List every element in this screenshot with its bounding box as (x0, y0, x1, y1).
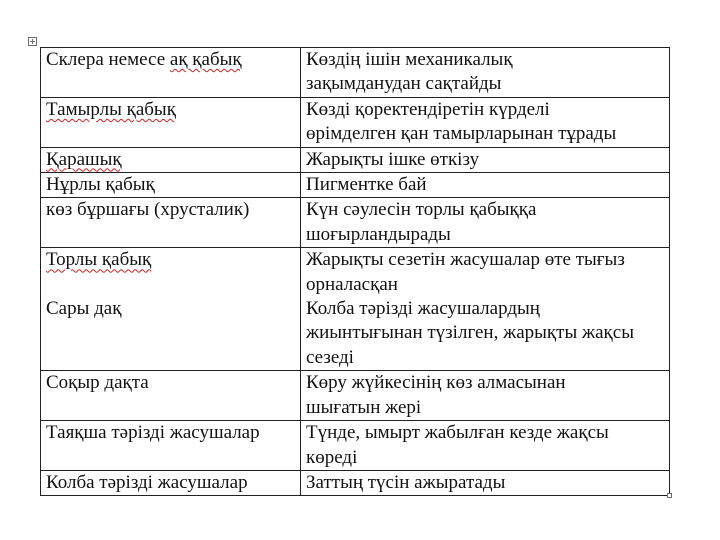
table-row (41, 97, 670, 147)
term-line (46, 471, 296, 495)
description-cell[interactable] (301, 248, 670, 371)
description-line: сезеді (306, 346, 354, 368)
term-text: Таяқша тәрізді жасушалар (46, 422, 260, 444)
term-cell[interactable] (41, 97, 301, 147)
term-text: Колба тәрізді жасушалар (46, 471, 248, 493)
term-text: Соқыр дақта (46, 372, 149, 394)
description-cell[interactable] (301, 97, 670, 147)
table-row (41, 198, 670, 248)
term-line (46, 148, 296, 172)
term-text-flagged: Қарашық (46, 148, 122, 170)
table-row (41, 48, 670, 98)
table-row (41, 421, 670, 471)
table-move-handle[interactable] (28, 37, 37, 46)
term-cell[interactable] (41, 371, 301, 421)
description-cell[interactable] (301, 421, 670, 471)
term-cell[interactable] (41, 470, 301, 495)
description-line: Күн сәулесін торлы қабыққа (306, 199, 537, 221)
term-text-flagged: Торлы қабық (46, 249, 152, 271)
term-line-secondary: Сары дақ (46, 298, 122, 320)
term-cell[interactable] (41, 198, 301, 248)
description-line: Көздің ішін механикалық (306, 49, 513, 70)
term-cell[interactable] (41, 48, 301, 98)
description-cell[interactable] (301, 470, 670, 495)
term-line (46, 98, 296, 122)
term-line (46, 421, 296, 445)
description-line: зақымданудан сақтайды (306, 73, 502, 95)
description-cell[interactable] (301, 173, 670, 198)
term-line (46, 48, 296, 72)
term-text: көз бұршағы (хрусталик) (46, 199, 250, 221)
table-row (41, 248, 670, 371)
description-line: Пигментке бай (306, 174, 427, 196)
description-line: шығатын жері (306, 396, 422, 418)
document-table (40, 47, 670, 496)
term-cell[interactable] (41, 421, 301, 471)
term-line (46, 198, 296, 222)
description-line: Түнде, ымырт жабылған кезде жақсы (306, 422, 609, 444)
description-cell[interactable] (301, 371, 670, 421)
term-line (46, 248, 296, 272)
table-resize-handle[interactable] (667, 493, 672, 498)
term-spacer (46, 273, 296, 297)
description-cell[interactable] (301, 147, 670, 172)
term-line (46, 173, 296, 197)
description-cell[interactable] (301, 48, 670, 98)
table-row (41, 147, 670, 172)
term-line (46, 371, 296, 395)
term-cell[interactable] (41, 147, 301, 172)
description-line: Жарықты сезетін жасушалар өте тығыз (306, 249, 625, 271)
description-line: өрімделген қан тамырларынан тұрады (306, 123, 617, 145)
term-text: Нұрлы қабық (46, 174, 155, 196)
description-line: орналасқан (306, 273, 398, 295)
description-line: Колба тәрізді жасушалардың (306, 298, 540, 320)
table-row (41, 173, 670, 198)
description-line: шоғырландырады (306, 223, 451, 245)
term-text: Склера немесе (46, 49, 170, 70)
description-line: көреді (306, 446, 358, 468)
description-line: Заттың түсін ажыратады (306, 471, 506, 493)
term-cell[interactable] (41, 173, 301, 198)
table-row (41, 371, 670, 421)
description-line: Көру жүйкесінің көз алмасынан (306, 372, 566, 394)
term-cell[interactable] (41, 248, 301, 371)
description-line: жиынтығынан түзілген, жарықты жақсы (306, 322, 634, 344)
description-line: Жарықты ішке өткізу (306, 148, 480, 170)
term-text-flagged: Тамырлы қабық (46, 98, 176, 120)
table-row (41, 470, 670, 495)
description-line: Көзді қоректендіретін күрделі (306, 98, 550, 120)
term-text-flagged: ақ қабық (169, 49, 242, 70)
table-body (41, 48, 670, 496)
description-cell[interactable] (301, 198, 670, 248)
